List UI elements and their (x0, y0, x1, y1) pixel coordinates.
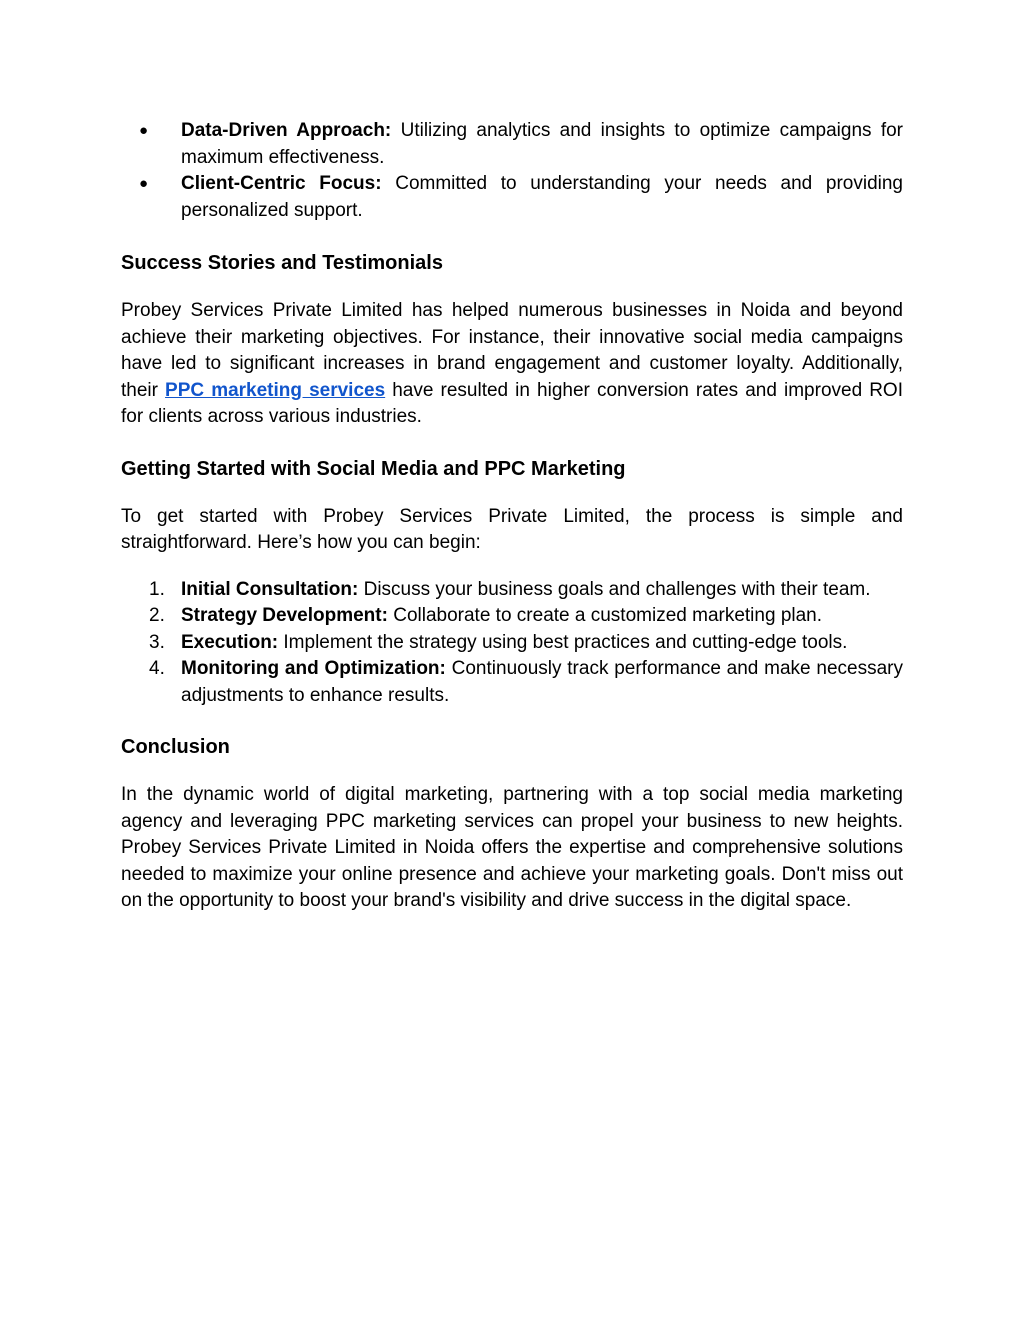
step-item (121, 630, 903, 657)
step-text: Continuously track performance and make necessary adjustments to enhance results. (181, 658, 903, 706)
step-label: Strategy Development: (181, 605, 388, 626)
conclusion-heading: Conclusion (121, 736, 230, 758)
bullet-text: Utilizing analytics and insights to optimize campaigns for maximum effectiveness. (181, 120, 904, 168)
step-label: Initial Consultation: (181, 578, 359, 600)
step-label: Monitoring and Optimization: (181, 658, 446, 679)
getting-started-intro: To get started with Probey Services Private Limited, the process is simple and straightforward. Here’s how you can begin: (121, 505, 903, 553)
step-number: 2. (149, 605, 165, 626)
document-page (121, 118, 903, 915)
step-number: 3. (149, 631, 165, 653)
bullet-item-client-centric (121, 171, 903, 224)
step-item (121, 603, 903, 630)
feature-bullet-list (121, 118, 903, 224)
step-label: Execution: (181, 631, 279, 653)
success-text-after-link: have resulted in higher conversion rates and improved ROI for clients across various industries. (121, 379, 903, 427)
success-heading: Success Stories and Testimonials (121, 252, 443, 274)
step-text: Implement the strategy using best practices and cutting-edge tools. (283, 631, 848, 653)
step-text: Discuss your business goals and challenges with their team. (363, 578, 871, 600)
bullet-label: Client-Centric Focus: (181, 173, 382, 194)
step-item (121, 577, 903, 604)
bullet-marker-icon: ● (139, 175, 149, 192)
step-text: Collaborate to create a customized marketing plan. (393, 605, 823, 626)
getting-started-heading: Getting Started with Social Media and PPC Marketing (121, 457, 626, 480)
conclusion-paragraph: In the dynamic world of digital marketing, partnering with a top social media marketing agency and leveraging PPC marketing services can propel your business to new heights. Probey Services Private Limited in Noida offers the expertise and comprehensive solutions needed to maximize your online presence and achieve your marketing goals. Don't miss out on the opportunity to boost your brand's visibility and drive success in the digital space. (121, 784, 903, 911)
success-text-before-link: Probey Services Private Limited has helped numerous businesses in Noida and beyond achieve their marketing objectives. For instance, their innovative social media campaigns have led to significant increases in brand engagement and customer loyalty. Additionally, their (121, 300, 903, 401)
bullet-label: Data-Driven Approach: (181, 120, 392, 141)
steps-list (121, 577, 903, 710)
step-item (121, 656, 903, 709)
bullet-item-data-driven (121, 118, 903, 171)
step-number: 1. (149, 578, 165, 600)
success-paragraph (121, 298, 903, 431)
step-number: 4. (149, 658, 165, 679)
bullet-marker-icon: ● (139, 122, 149, 139)
ppc-marketing-services-link[interactable]: PPC marketing services (165, 379, 386, 401)
bullet-text: Committed to understanding your needs and providing personalized support. (181, 173, 903, 221)
